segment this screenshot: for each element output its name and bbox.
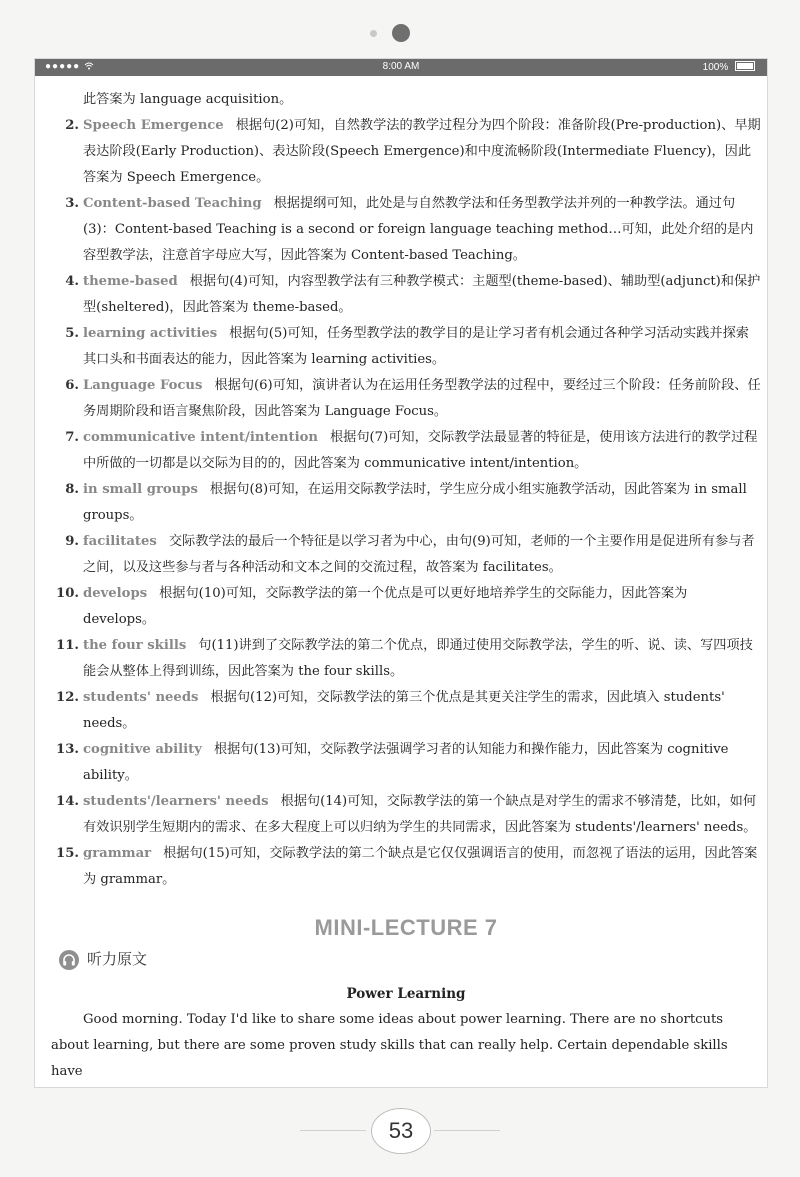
item-number: 4.	[65, 274, 79, 289]
section-heading	[59, 947, 761, 973]
status-bar	[35, 59, 767, 76]
answer-item	[51, 581, 761, 633]
item-answer: Language Focus	[83, 378, 203, 393]
answer-item	[51, 321, 761, 373]
item-explanation: 根据句(4)可知，内容型教学法有三种教学模式：主题型(theme-based)、辅助型(adjunct)和保护型(sheltered)，因此答案为 theme-based。	[83, 274, 761, 315]
answer-item	[51, 633, 761, 685]
answer-item	[51, 841, 761, 893]
battery-percent: 100%	[702, 62, 729, 73]
answer-item	[51, 477, 761, 529]
item-number: 15.	[56, 846, 79, 861]
answer-item	[51, 737, 761, 789]
answer-list	[51, 113, 761, 893]
section-heading-label: 听力原文	[87, 951, 148, 968]
item-number: 7.	[65, 430, 79, 445]
sensor-dot	[370, 30, 377, 37]
item-explanation: 根据句(15)可知，交际教学法的第二个缺点是它仅仅强调语言的使用，而忽视了语法的运用，因此答案为 grammar。	[83, 846, 758, 887]
mini-lecture-title: MINI-LECTURE 7	[314, 915, 498, 940]
passage-title: Power Learning	[346, 986, 466, 1002]
camera-indicator	[370, 24, 430, 44]
item-number: 13.	[56, 742, 79, 757]
passage-text: Good morning. Today I'd like to share some ideas about power learning. There are no shortcuts about learning, but there are some proven study skills that can really help. Certain dependable skills have	[51, 1012, 728, 1079]
item-answer: Speech Emergence	[83, 118, 224, 133]
item-answer: theme-based	[83, 274, 178, 289]
item-number: 6.	[65, 378, 79, 393]
item-explanation: 句(11)讲到了交际教学法的第二个优点，即通过使用交际教学法，学生的听、说、读、写四项技能会从整体上得到训练，因此答案为 the four skills。	[83, 638, 753, 679]
answer-item	[51, 373, 761, 425]
camera-dot	[392, 24, 410, 42]
item-answer: facilitates	[83, 534, 157, 549]
battery-icon	[735, 61, 755, 71]
item-explanation: 根据句(8)可知，在运用交际教学法时，学生应分成小组实施教学活动，因此答案为 in small groups。	[83, 482, 747, 523]
item-answer: students' needs	[83, 690, 199, 705]
item-answer: communicative intent/intention	[83, 430, 318, 445]
item-explanation: 根据句(5)可知，任务型教学法的教学目的是让学习者有机会通过各种学习活动实践并探索其口头和书面表达的能力，因此答案为 learning activities。	[83, 326, 749, 367]
item-explanation: 根据句(2)可知，自然教学法的教学过程分为四个阶段：准备阶段(Pre-production)、早期表达阶段(Early Production)、表达阶段(Speech Emergence)和中度流畅阶段(Intermediate Fluency)，因此答案为 Speech Emergence。	[83, 118, 761, 185]
item-number: 5.	[65, 326, 79, 341]
continued-text: 此答案为 language acquisition。	[83, 92, 293, 107]
item-explanation: 根据句(10)可知，交际教学法的第一个优点是可以更好地培养学生的交际能力，因此答案为 develops。	[83, 586, 688, 627]
item-explanation: 根据提纲可知，此处是与自然教学法和任务型教学法并列的一种教学法。通过句(3)：Content-based Teaching is a second or foreign language teaching method…可知，此处介绍的是内容型教学法，注意首字母应大写，因此答案为 Content-based Teaching。	[83, 196, 754, 263]
item-number: 8.	[65, 482, 79, 497]
answer-item	[51, 685, 761, 737]
item-number: 11.	[56, 638, 79, 653]
item-number: 12.	[56, 690, 79, 705]
item-answer: students'/learners' needs	[83, 794, 269, 809]
answer-item	[51, 113, 761, 191]
answer-item	[51, 529, 761, 581]
clock: 8:00 AM	[382, 61, 420, 72]
answer-item	[51, 191, 761, 269]
answer-item	[51, 789, 761, 841]
item-answer: Content-based Teaching	[83, 196, 262, 211]
item-number: 9.	[65, 534, 79, 549]
item-answer: develops	[83, 586, 148, 601]
divider	[300, 1130, 366, 1131]
headphones-icon[interactable]	[59, 950, 79, 970]
item-answer: grammar	[83, 846, 152, 861]
item-number: 2.	[65, 118, 79, 133]
item-number: 10.	[56, 586, 79, 601]
item-answer: learning activities	[83, 326, 218, 341]
item-explanation: 根据句(13)可知，交际教学法强调学习者的认知能力和操作能力，因此答案为 cognitive ability。	[83, 742, 729, 783]
item-answer: cognitive ability	[83, 742, 202, 757]
item-answer: the four skills	[83, 638, 187, 653]
item-explanation: 根据句(12)可知，交际教学法的第三个优点是其更关注学生的需求，因此填入 students' needs。	[83, 690, 725, 731]
item-number: 14.	[56, 794, 79, 809]
item-explanation: 根据句(7)可知，交际教学法最显著的特征是，使用该方法进行的教学过程中所做的一切都是以交际为目的的，因此答案为 communicative intent/intention。	[83, 430, 758, 471]
item-number: 3.	[65, 196, 79, 211]
document-content	[51, 87, 761, 1085]
item-answer: in small groups	[83, 482, 198, 497]
battery-indicator	[703, 61, 755, 73]
item-explanation: 根据句(6)可知，演讲者认为在运用任务型教学法的过程中，要经过三个阶段：任务前阶段、任务周期阶段和语言聚焦阶段，因此答案为 Language Focus。	[83, 378, 761, 419]
signal-strength: ●●●●●	[45, 61, 84, 72]
answer-item	[51, 425, 761, 477]
divider	[434, 1130, 500, 1131]
answer-item	[51, 269, 761, 321]
item-explanation: 交际教学法的最后一个特征是以学习者为中心，由句(9)可知，老师的一个主要作用是促进所有参与者之间，以及这些参与者与各种活动和文本之间的交流过程，故答案为 facilitates。	[83, 534, 755, 575]
item-explanation: 根据句(14)可知，交际教学法的第一个缺点是对学生的需求不够清楚，比如，如何有效识别学生短期内的需求、在多大程度上可以归纳为学生的共同需求，因此答案为 students'/learners' needs。	[83, 794, 757, 835]
page-number: 53	[371, 1108, 431, 1154]
screen	[34, 58, 768, 1088]
